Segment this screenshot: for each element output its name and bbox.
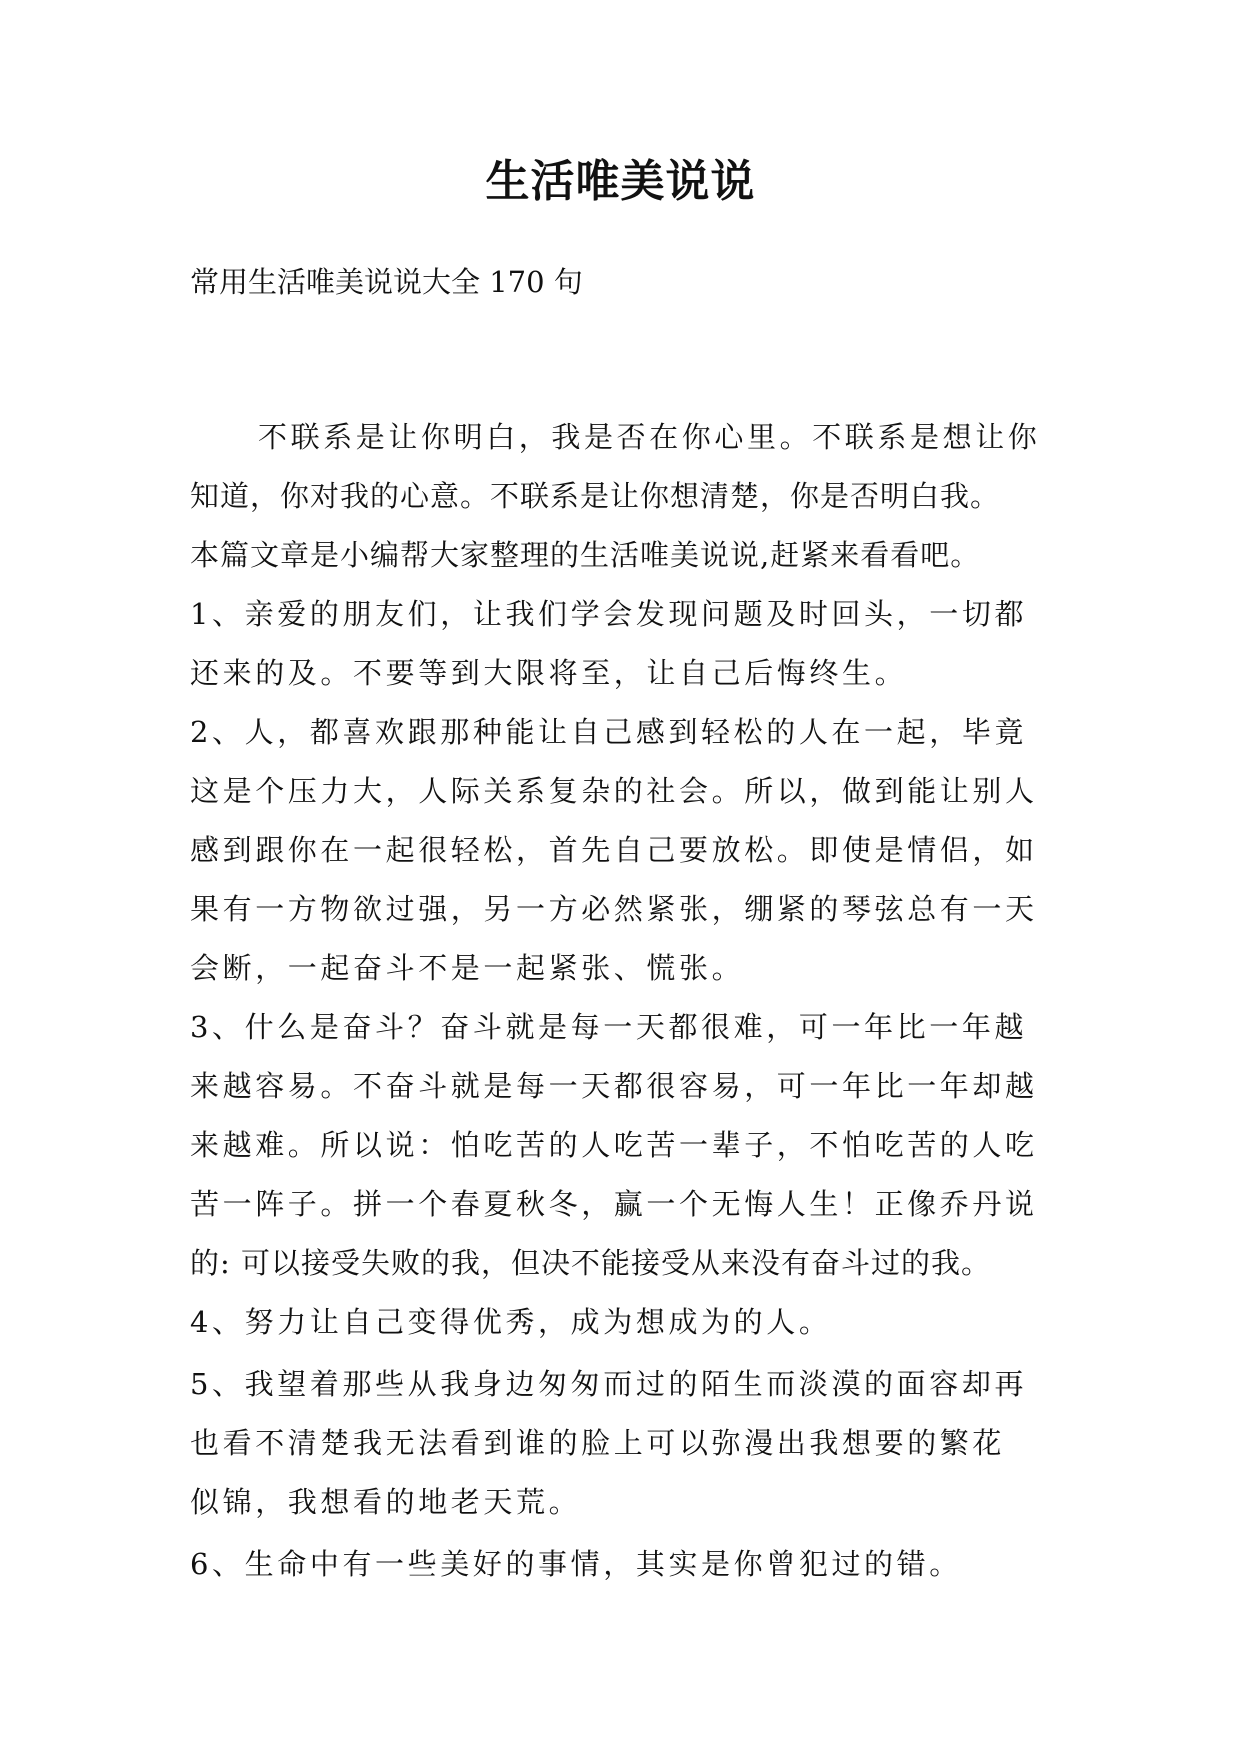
item-3-line: 来越难。所以说：怕吃苦的人吃苦一辈子，不怕吃苦的人吃 [190, 1128, 1038, 1162]
item-6-line: 6、生命中有一些美好的事情，其实是你曾犯过的错。 [190, 1547, 962, 1581]
item-2-line: 会断，一起奋斗不是一起紧张、慌张。 [190, 951, 745, 985]
item-3-line: 3、什么是奋斗？奋斗就是每一天都很难，可一年比一年越 [190, 1010, 1028, 1044]
item-5-line: 似锦，我想看的地老天荒。 [190, 1485, 582, 1519]
document-title: 生活唯美说说 [485, 156, 756, 207]
item-5-line: 也看不清楚我无法看到谁的脸上可以弥漫出我想要的繁花 [190, 1426, 1006, 1460]
item-1-line: 还来的及。不要等到大限将至，让自己后悔终生。 [190, 656, 908, 690]
item-1-line: 1、亲爱的朋友们，让我们学会发现问题及时回头，一切都 [190, 597, 1028, 631]
intro-line: 本篇文章是小编帮大家整理的生活唯美说说,赶紧来看看吧。 [190, 538, 981, 572]
item-4-line: 4、努力让自己变得优秀，成为想成为的人。 [190, 1305, 832, 1339]
document-subtitle: 常用生活唯美说说大全 170 句 [190, 265, 583, 299]
item-3-line: 来越容易。不奋斗就是每一天都很容易，可一年比一年却越 [190, 1069, 1038, 1103]
intro-line: 不联系是让你明白，我是否在你心里。不联系是想让你 [258, 420, 1041, 454]
item-2-line: 感到跟你在一起很轻松，首先自己要放松。即使是情侣，如 [190, 833, 1038, 867]
intro-line: 知道，你对我的心意。不联系是让你想清楚，你是否明白我。 [190, 479, 1001, 513]
item-3-line: 苦一阵子。拼一个春夏秋冬，赢一个无悔人生！正像乔丹说 [190, 1187, 1038, 1221]
item-5-line: 5、我望着那些从我身边匆匆而过的陌生而淡漠的面容却再 [190, 1367, 1028, 1401]
item-3-line: 的: 可以接受失败的我，但决不能接受从来没有奋斗过的我。 [190, 1246, 991, 1280]
item-2-line: 这是个压力大，人际关系复杂的社会。所以，做到能让别人 [190, 774, 1038, 808]
item-2-line: 果有一方物欲过强，另一方必然紧张，绷紧的琴弦总有一天 [190, 892, 1038, 926]
document-body [190, 408, 1060, 1594]
item-2-line: 2、人，都喜欢跟那种能让自己感到轻松的人在一起，毕竟 [190, 715, 1028, 749]
